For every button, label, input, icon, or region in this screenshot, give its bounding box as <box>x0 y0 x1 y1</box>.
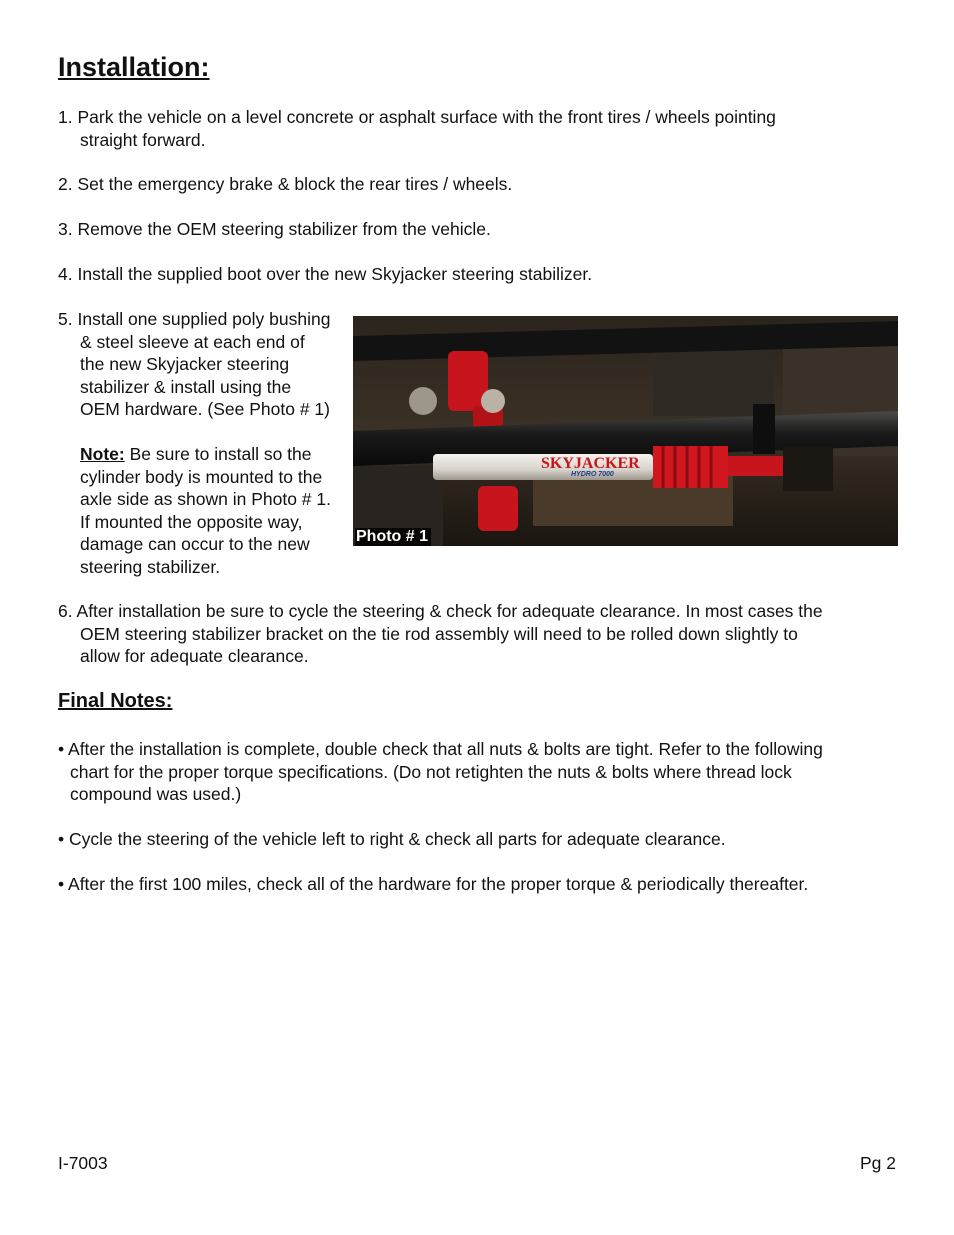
bullet-text: • After the installation is complete, double check that all nuts & bolts are tight. Refer to the following <box>58 739 823 759</box>
note-text-cont: If mounted the opposite way, <box>80 511 303 532</box>
note-text-cont: axle side as shown in Photo # 1. <box>80 489 331 510</box>
step-text: Install one supplied poly bushing <box>77 309 331 329</box>
note-text-cont: cylinder body is mounted to the <box>80 466 323 487</box>
step-number: 2. <box>58 174 73 194</box>
bullet-text-cont: chart for the proper torque specifications. (Do not retighten the nuts & bolts where thread lock <box>70 761 792 782</box>
step-number: 3. <box>58 219 73 239</box>
photo-steering-stabilizer <box>353 316 898 546</box>
step-text-cont: & steel sleeve at each end of <box>80 331 305 352</box>
note-text-cont: damage can occur to the new <box>80 534 310 555</box>
final-note-bullet <box>58 873 918 896</box>
step-5-note <box>58 443 358 579</box>
brand-label: SKYJACKER <box>541 455 640 472</box>
step-text-cont: straight forward. <box>80 129 206 150</box>
step-number: 4. <box>58 264 73 284</box>
note-text: Be sure to install so the <box>129 443 312 464</box>
step-number: 5. <box>58 309 73 329</box>
page-number: Pg 2 <box>860 1153 896 1173</box>
photo-caption: Photo # 1 <box>355 528 431 546</box>
model-label: HYDRO 7000 <box>571 471 614 478</box>
step-number: 6. <box>58 601 73 621</box>
step-text-cont: stabilizer & install using the <box>80 376 292 397</box>
final-note-bullet <box>58 828 918 851</box>
step-4 <box>58 263 592 286</box>
step-text: Remove the OEM steering stabilizer from the vehicle. <box>77 219 491 239</box>
step-1 <box>58 106 918 151</box>
step-2 <box>58 173 512 196</box>
step-text: Park the vehicle on a level concrete or asphalt surface with the front tires / wheels pointing <box>77 107 776 127</box>
step-5 <box>58 308 358 579</box>
step-number: 1. <box>58 107 73 127</box>
step-text-cont: allow for adequate clearance. <box>80 646 309 667</box>
step-text-cont: OEM steering stabilizer bracket on the tie rod assembly will need to be rolled down slightly to <box>80 623 798 644</box>
step-text-cont: OEM hardware. (See Photo # 1) <box>80 399 330 420</box>
step-6 <box>58 600 918 668</box>
step-text: After installation be sure to cycle the steering & check for adequate clearance. In most cases the <box>76 601 823 621</box>
final-notes-title: Final Notes: <box>58 690 173 712</box>
document-id: I-7003 <box>58 1153 108 1173</box>
page-title: Installation: <box>58 52 210 82</box>
note-text-cont: steering stabilizer. <box>80 556 221 577</box>
steering-stabilizer-photo-image <box>353 316 898 546</box>
bullet-text: • Cycle the steering of the vehicle left to right & check all parts for adequate clearance. <box>58 829 726 849</box>
step-text: Install the supplied boot over the new Skyjacker steering stabilizer. <box>77 264 593 284</box>
step-3 <box>58 218 491 241</box>
note-label: Note: <box>80 443 125 464</box>
step-text-cont: the new Skyjacker steering <box>80 354 290 375</box>
final-note-bullet <box>58 738 918 806</box>
bullet-text: • After the first 100 miles, check all of the hardware for the proper torque & periodically thereafter. <box>58 874 809 894</box>
step-text: Set the emergency brake & block the rear tires / wheels. <box>77 174 513 194</box>
bullet-text-cont: compound was used.) <box>70 784 242 805</box>
